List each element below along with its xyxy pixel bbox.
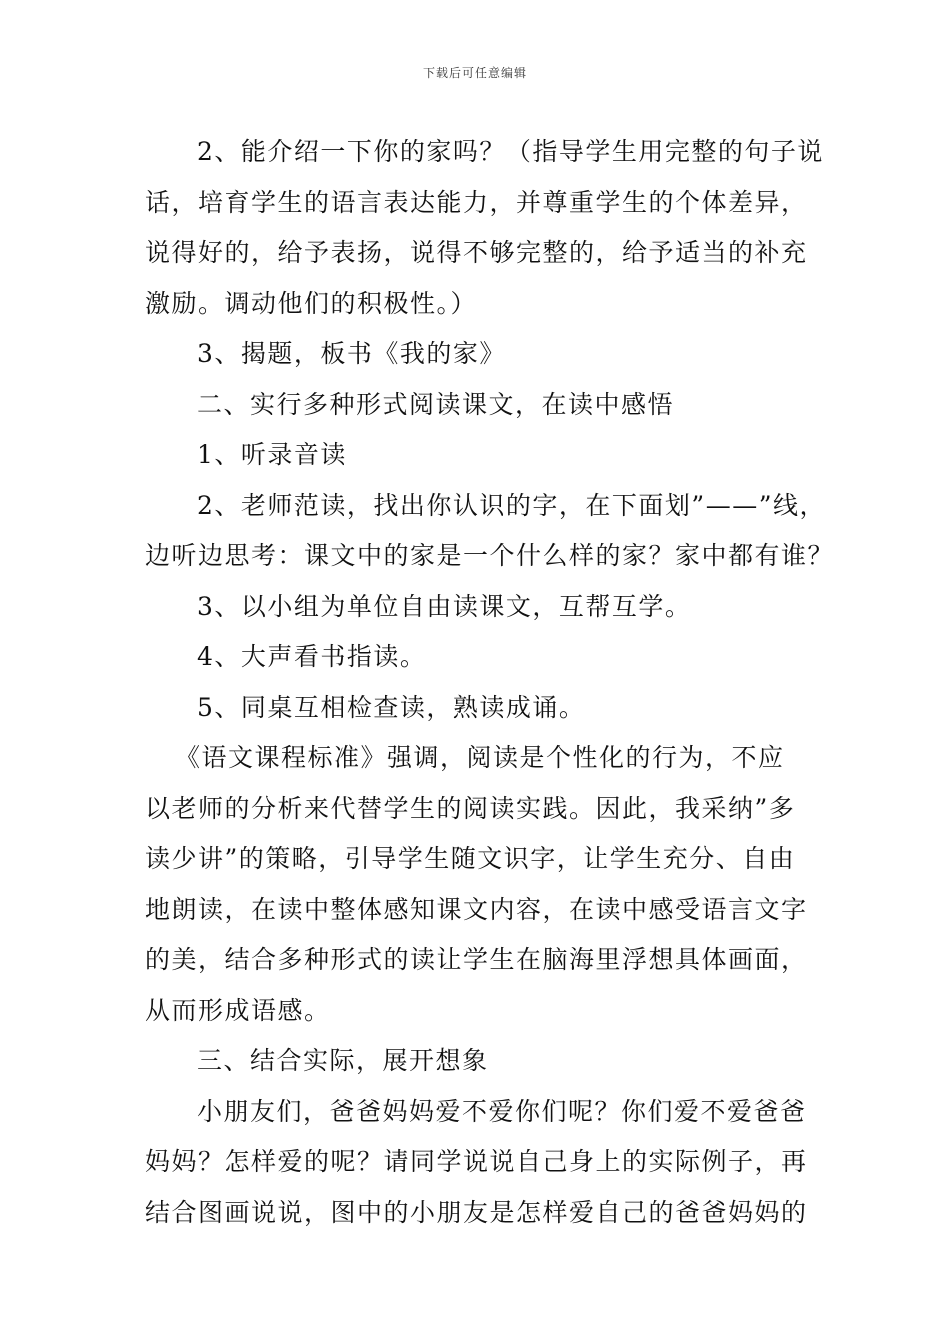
paragraph-line: 1、听录音读 <box>197 440 347 469</box>
paragraph-line: 的美，结合多种形式的读让学生在脑海里浮想具体画面， <box>145 945 808 974</box>
paragraph-line: 地朗读，在读中整体感知课文内容，在读中感受语言文字 <box>145 894 808 924</box>
paragraph-line: 2、能介绍一下你的家吗？（指导学生用完整的句子说 <box>197 137 824 166</box>
paragraph-line: 4、大声看书指读。 <box>197 642 427 671</box>
paragraph-line: 读少讲”的策略，引导学生随文识字，让学生充分、自由 <box>145 844 796 873</box>
paragraph-line: 从而形成语感。 <box>145 995 331 1025</box>
paragraph-line: 3、以小组为单位自由读课文，互帮互学。 <box>197 591 692 621</box>
paragraph-line: 话，培育学生的语言表达能力，并尊重学生的个体差异， <box>145 187 808 217</box>
paragraph-line: 边听边思考：课文中的家是一个什么样的家？家中都有谁？ <box>145 541 835 570</box>
paragraph-line: 妈妈？怎样爱的呢？请同学说说自己身上的实际例子，再 <box>145 1147 808 1176</box>
paragraph-line: 5、同桌互相检查读，熟读成诵。 <box>197 692 586 722</box>
document-body <box>145 127 835 1238</box>
section-heading: 三、结合实际，展开想象 <box>197 1046 489 1075</box>
paragraph-line: 2、老师范读，找出你认识的字，在下面划”——”线， <box>197 490 826 520</box>
paragraph-line: 说得好的，给予表扬，说得不够完整的，给予适当的补充 <box>145 238 808 267</box>
paragraph-line: 激励。调动他们的积极性。） <box>145 288 478 318</box>
page-header: 下载后可任意编辑 <box>422 66 527 80</box>
paragraph-line: 小朋友们，爸爸妈妈爱不爱你们呢？你们爱不爱爸爸 <box>197 1096 807 1126</box>
section-heading: 二、实行多种形式阅读课文，在读中感悟 <box>197 389 675 419</box>
paragraph-line: 以老师的分析来代替学生的阅读实践。因此，我采纳”多 <box>145 793 796 823</box>
paragraph-line: 3、揭题，板书《我的家》 <box>197 339 506 368</box>
paragraph-line: 结合图画说说，图中的小朋友是怎样爱自己的爸爸妈妈的 <box>145 1197 808 1227</box>
paragraph-line: 《语文课程标准》强调，阅读是个性化的行为，不应 <box>175 743 785 772</box>
